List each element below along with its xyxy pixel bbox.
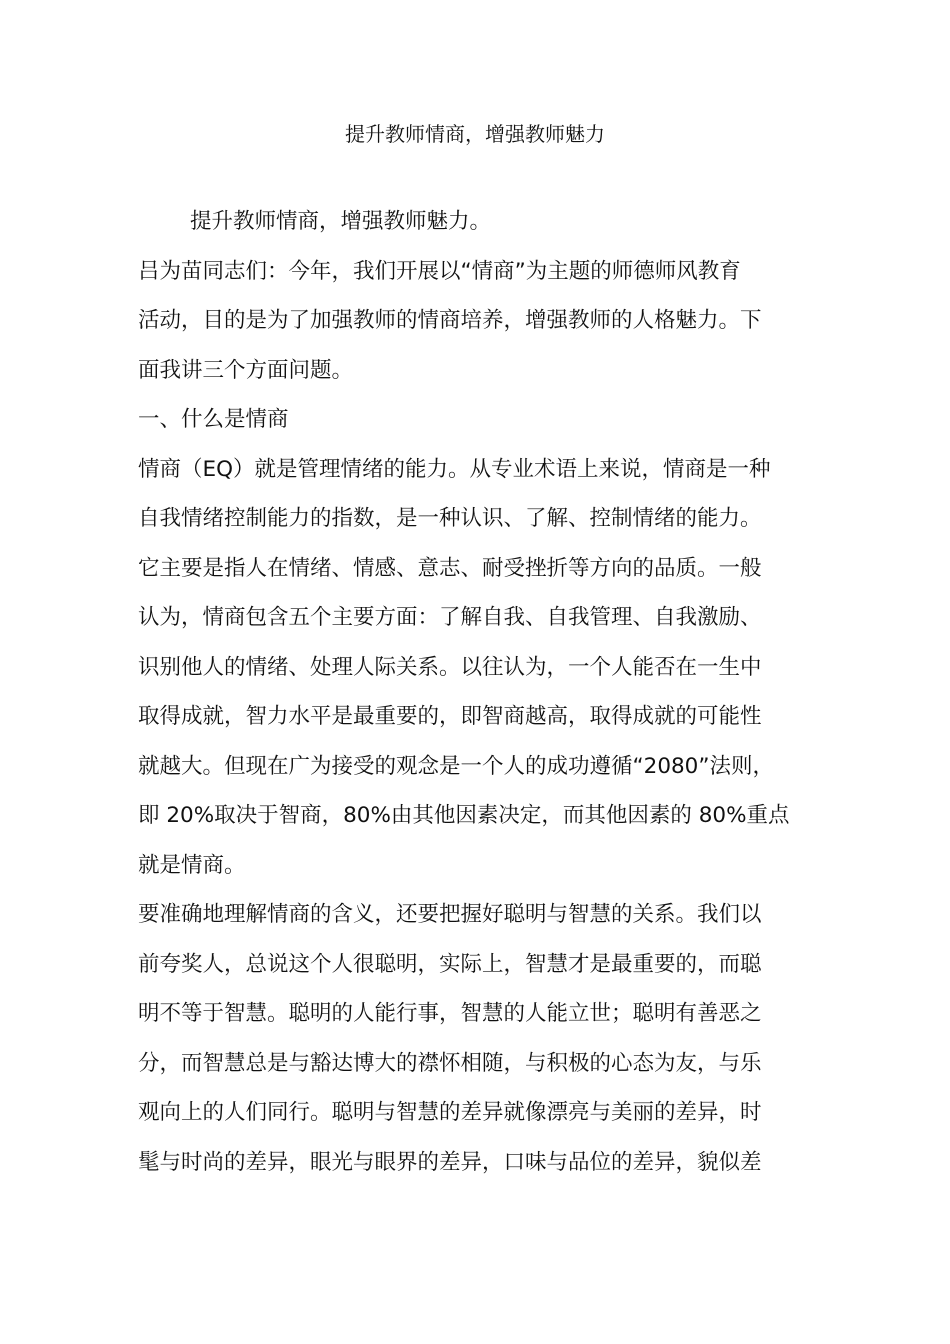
paragraph-line: 自我情绪控制能力的指数，是一种认识、了解、控制情绪的能力。: [138, 506, 762, 531]
document-title: 提升教师情商，增强教师魅力: [345, 122, 605, 146]
paragraph-line: 它主要是指人在情绪、情感、意志、耐受挫折等方向的品质。一般: [138, 555, 762, 581]
paragraph-line: 髦与时尚的差异，眼光与眼界的差异，口味与品位的差异，貌似差: [138, 1149, 762, 1175]
paragraph-line: 就越大。但现在广为接受的观念是一个人的成功遵循“2080”法则，: [138, 753, 774, 779]
paragraph-line: 前夸奖人，总说这个人很聪明，实际上，智慧才是最重要的，而聪: [138, 951, 762, 977]
document-body: [138, 206, 810, 1196]
paragraph-line: 认为，情商包含五个主要方面：了解自我、自我管理、自我激励、: [138, 605, 762, 630]
subtitle-line: 提升教师情商，增强教师魅力。: [190, 209, 492, 234]
paragraph-line: 活动，目的是为了加强教师的情商培养，增强教师的人格魅力。下: [138, 308, 762, 333]
paragraph-line: 即 20%取决于智商，80%由其他因素决定，而其他因素的 80%重点: [138, 803, 790, 828]
paragraph-line: 明不等于智慧。聪明的人能行事，智慧的人能立世；聪明有善恶之: [138, 1001, 762, 1026]
paragraph-line: 取得成就，智力水平是最重要的，即智商越高，取得成就的可能性: [138, 704, 762, 729]
paragraph-line: 面我讲三个方面问题。: [138, 357, 354, 383]
paragraph-line: 要准确地理解情商的含义，还要把握好聪明与智慧的关系。我们以: [138, 902, 762, 927]
paragraph-line: 分，而智慧总是与豁达博大的襟怀相随，与积极的心态为友，与乐: [138, 1050, 762, 1076]
paragraph-line: 吕为苗同志们：今年，我们开展以“情商”为主题的师德师风教育: [138, 258, 741, 284]
paragraph-line: 识别他人的情绪、处理人际关系。以往认为，一个人能否在一生中: [138, 654, 762, 680]
paragraph-line: 情商（EQ）就是管理情绪的能力。从专业术语上来说，情商是一种: [138, 456, 771, 482]
section-heading: 一、什么是情商: [138, 407, 289, 432]
paragraph-line: 观向上的人们同行。聪明与智慧的差异就像漂亮与美丽的差异，时: [138, 1100, 762, 1125]
paragraph-line: 就是情商。: [138, 852, 246, 878]
